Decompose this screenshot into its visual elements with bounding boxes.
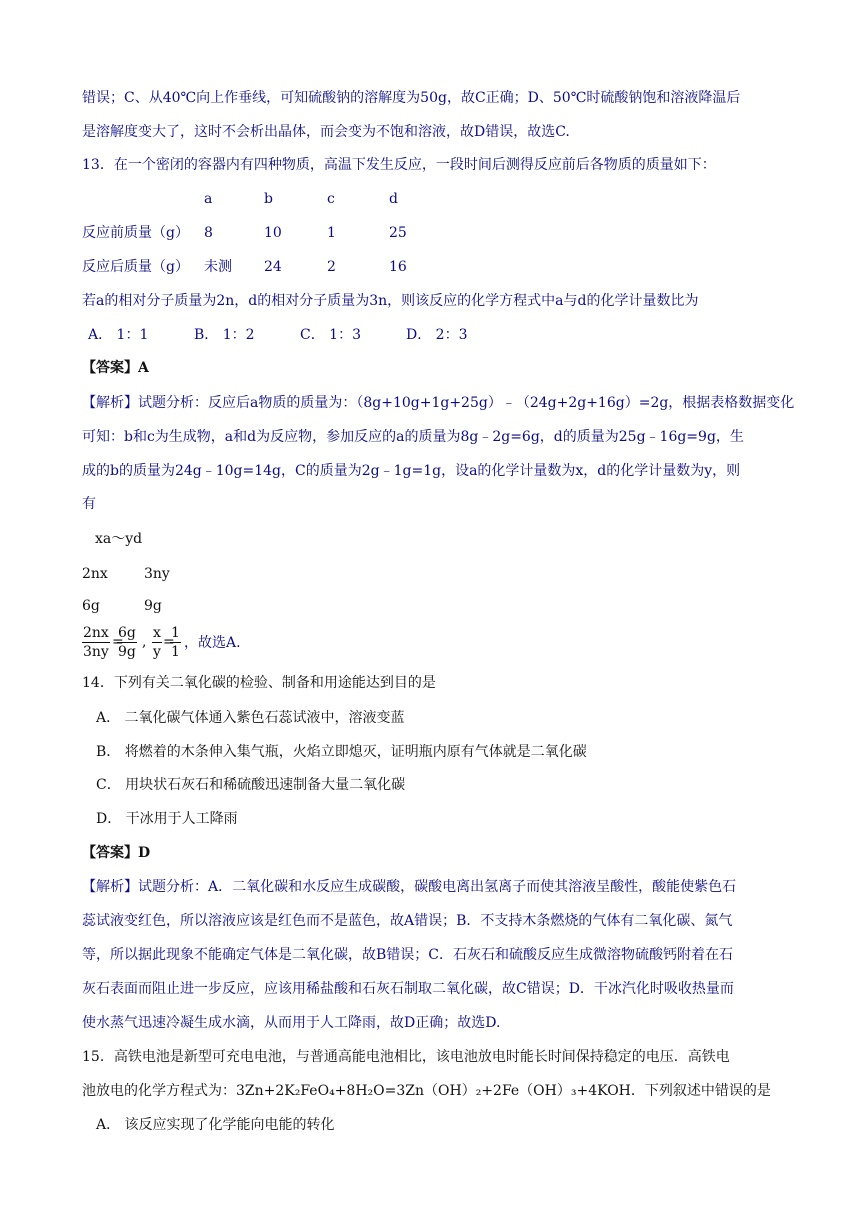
table-cell: 24 [264,259,282,275]
stoichiometry-relation: xa～yd [95,531,143,547]
q14-analysis-line-2: 蕊试液变红色，所以溶液应该是红色而不是蓝色，故A错误；B．不支持木条燃烧的气体有二氧化碳、氮气 [82,913,733,929]
q14-answer: 【答案】D [82,845,151,861]
q13-answer: 【答案】A [82,360,149,376]
q14-option-d: D． 干冰用于人工降雨 [96,811,238,827]
fraction-denominator: 9g [118,644,136,660]
q14-analysis-line-3: 等，所以据此现象不能确定气体是二氧化碳，故B错误；C．石灰石和硫酸反应生成微溶物硫酸钙附着在石 [82,947,733,963]
q12-analysis-line-2: 是溶解度变大了，这时不会析出晶体，而会变为不饱和溶液，故D错误，故选C. [82,124,570,140]
fraction [117,624,137,661]
q13-analysis-line-1: 【解析】试题分析：反应后a物质的质量为：（8g+10g+1g+25g）﹣（24g+2g+16g）=2g，根据表格数据变化 [82,395,795,411]
comma: , [142,634,147,650]
fraction-denominator: 1 [171,644,180,660]
fraction-numerator: 1 [171,625,180,641]
table-header-b: b [264,191,273,207]
q15-stem-line-1: 15．高铁电池是新型可充电电池，与普通高能电池相比，该电池放电时能长时间保持稳定的电压．高铁电 [82,1049,730,1065]
fraction-denominator: y [153,644,161,660]
q13-analysis-line-3: 成的b的质量为24g﹣10g=14g，C的质量为2g﹣1g=1g，设a的化学计量数为x，d的化学计量数为y，则 [82,463,741,479]
q14-stem: 14．下列有关二氧化碳的检验、制备和用途能达到目的是 [82,675,436,691]
q13-analysis-line-4: 有 [82,496,96,512]
fraction-denominator: 3ny [83,644,109,660]
fraction-numerator: 2nx [83,625,109,641]
option-d: D． 2：3 [406,327,468,343]
table-cell: 8 [204,225,213,241]
calc-cell: 9g [144,598,162,614]
fraction [152,624,162,661]
calc-cell: 3ny [144,566,170,582]
equals-sign: = [163,634,175,650]
table-cell: 未测 [204,259,232,275]
calc-cell: 6g [82,598,100,614]
option-a: A． 1：1 [88,327,149,343]
table-cell: 1 [327,225,336,241]
q13-stem: 13．在一个密闭的容器内有四种物质，高温下发生反应，一段时间后测得反应前后各物质的质量如下： [82,157,716,173]
table-cell: 10 [264,225,282,241]
table-cell: 16 [389,259,407,275]
q13-question: 若a的相对分子质量为2n，d的相对分子质量为3n，则该反应的化学方程式中a与d的化学计量数比为 [82,293,699,309]
calc-cell: 2nx [82,566,108,582]
table-cell: 2 [327,259,336,275]
fraction-numerator: 6g [118,625,136,641]
q14-analysis-line-5: 使水蒸气迅速冷凝生成水滴，从而用于人工降雨，故D正确；故选D. [82,1015,501,1031]
fraction [82,624,110,661]
q12-analysis-line-1: 错误；C、从40℃向上作垂线，可知硫酸钠的溶解度为50g，故C正确；D、50℃时硫酸钠饱和溶液降温后 [82,90,741,106]
table-header-c: c [327,191,335,207]
table-header-a: a [204,191,213,207]
table-header-d: d [389,191,398,207]
fraction [170,624,181,661]
table-cell: 25 [389,225,407,241]
option-b: B． 1：2 [194,327,255,343]
q14-option-c: C． 用块状石灰石和稀硫酸迅速制备大量二氧化碳 [96,777,406,793]
q14-option-b: B． 将燃着的木条伸入集气瓶，火焰立即熄灭，证明瓶内原有气体就是二氧化碳 [96,744,587,760]
equals-sign: = [112,634,124,650]
conclusion-text: ，故选A. [184,635,241,651]
q14-option-a: A． 二氧化碳气体通入紫色石蕊试液中，溶液变蓝 [96,710,405,726]
q14-analysis-line-4: 灰石表面而阻止进一步反应，应该用稀盐酸和石灰石制取二氧化碳，故C错误；D．干冰汽化时吸收热量而 [82,981,734,997]
option-c: C． 1：3 [300,327,361,343]
q13-analysis-line-2: 可知：b和c为生成物，a和d为反应物，参加反应的a的质量为8g﹣2g=6g，d的质量为25g﹣16g=9g，生 [82,429,744,445]
table-row-after-label: 反应后质量（g） [82,259,189,275]
table-row-before-label: 反应前质量（g） [82,225,189,241]
fraction-numerator: x [153,625,161,641]
q15-stem-line-2: 池放电的化学方程式为：3Zn+2K₂FeO₄+8H₂O=3Zn（OH）₂+2Fe（OH）₃+4KOH．下列叙述中错误的是 [82,1083,771,1099]
q14-analysis-line-1: 【解析】试题分析：A．二氧化碳和水反应生成碳酸，碳酸电离出氢离子而使其溶液呈酸性，酸能使紫色石 [82,879,737,895]
q15-option-a: A． 该反应实现了化学能向电能的转化 [96,1117,335,1133]
